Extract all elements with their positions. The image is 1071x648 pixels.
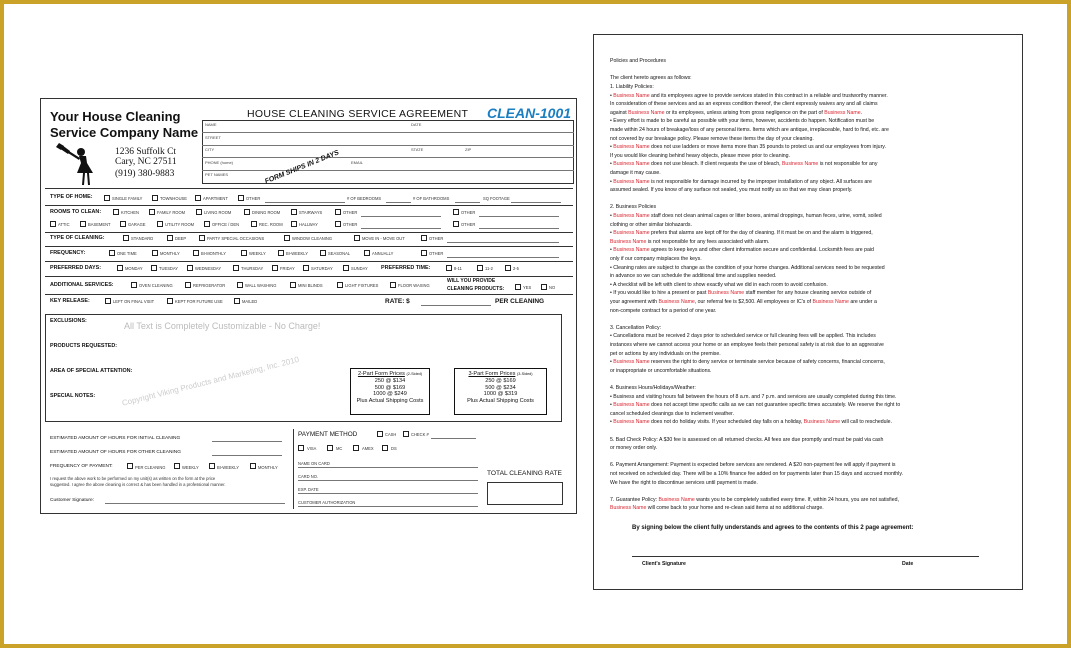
- company-name-line1: Your House Cleaning: [50, 109, 181, 124]
- key-release-label: KEY RELEASE:: [50, 298, 90, 304]
- price3-line-250: 250 @ $169: [485, 377, 516, 384]
- opt-standard: STANDARD: [131, 236, 154, 241]
- total-rate-box[interactable]: [487, 482, 563, 505]
- business-name-placeholder: Business Name: [613, 247, 650, 254]
- policies-page: [593, 34, 1023, 590]
- opt-time-2-5: 2-5: [513, 266, 519, 271]
- exclusions-label: EXCLUSIONS:: [50, 318, 87, 324]
- policy-line: • Cancellations must be received 2 days prior to scheduled service or full cleaning fees will be applied. This includes: [610, 333, 876, 340]
- opt-single-family: SINGLE FAMILY: [112, 196, 143, 201]
- price3-title: 3-Part Form Prices: [468, 371, 516, 377]
- policy-line: • Business Name prefers that alarms are kept off for the day of cleaning. If it must be on and the alarm is triggered,: [610, 230, 873, 237]
- opt-other-cleaning: OTHER: [429, 236, 444, 241]
- payment-frequency-label: FREQUENCY OF PAYMENT:: [50, 464, 113, 469]
- policy-line: not covered by our breakage policy. Please remove these items the day of your cleaning.: [610, 135, 814, 142]
- opt-kitchen: KITCHEN: [121, 210, 139, 215]
- policy-line: • Business Name agrees to keep keys and other client information secure and confidential. Locksmith fees are paid: [610, 247, 874, 254]
- business-name-placeholder: Business Name: [628, 109, 665, 116]
- payment-method-label: PAYMENT METHOD: [298, 431, 358, 438]
- customer-signature-label: Customer Signature:: [50, 498, 94, 503]
- policy-line: your agreement with Business Name, our referral fee is $2,500. All employees or IC's of Business Name are under a: [610, 299, 877, 305]
- business-name-placeholder: Business Name: [824, 109, 861, 116]
- copyright-watermark: Copyright Viking Products and Marketing, Inc. 2010: [121, 354, 300, 408]
- opt-oven: OVEN CLEANING: [139, 283, 173, 288]
- policy-heading: 7. Guarantee Policy: Business Name wants you to be completely satisfied every time. If, within 24 hours, you are not satisfied,: [610, 496, 899, 503]
- policy-line: against Business Name or its employees, unless arising from gross negligence on the part of Business Name.: [610, 109, 863, 116]
- business-name-placeholder: Business Name: [613, 92, 650, 99]
- policy-line: • Business Name staff does not clean animal cages or litter boxes, animal droppings, human feces, urine, vomit, soiled: [610, 213, 882, 219]
- policy-line: • Business Name does not accept time specific calls as we can not guarantee specific times accurately. We reserve the right to: [610, 402, 901, 409]
- opt-amex: AMEX: [362, 446, 374, 451]
- opt-other-room-3: OTHER: [343, 222, 358, 227]
- frequency-label: FREQUENCY:: [50, 250, 86, 256]
- policy-line: not received on scheduled day. There will be a 10% finance fee added on for payments later than 15 days and accrued monthly.: [610, 471, 903, 477]
- policy-heading: 2. Business Policies: [610, 204, 657, 211]
- exp-date-label: EXP. DATE: [298, 487, 319, 492]
- policy-line: We have the right to discontinue services until payment is made.: [610, 479, 758, 486]
- opt-tuesday: TUESDAY: [159, 266, 179, 271]
- policy-line: • Business Name reserves the right to deny service or terminate service because of safety concerns, financial concerns,: [610, 359, 885, 366]
- business-name-placeholder: Business Name: [613, 359, 650, 366]
- opt-seasonal: SEASONAL: [328, 251, 351, 256]
- policy-line: Business Name will come back to your home and re-clean said items at no additional charge.: [610, 505, 824, 512]
- rooms-label: ROOMS TO CLEAN:: [50, 209, 102, 215]
- business-name-placeholder: Business Name: [812, 299, 849, 305]
- policies-intro: The client hereto agrees as follows:: [610, 75, 692, 81]
- state-field-label: STATE: [411, 147, 424, 152]
- sqft-label: SQ FOOTAGE: [483, 196, 510, 201]
- policy-heading: 3. Cancellation Policy:: [610, 324, 662, 331]
- card-name-label: NAME ON CARD: [298, 461, 330, 466]
- policy-heading: 6. Payment Arrangement: Payment is expected before services are rendered. A $20 non-payment fee will apply if payment is: [610, 462, 896, 469]
- opt-wednesday: WEDNESDAY: [195, 266, 222, 271]
- policy-line: non-compete contract for a period of one year.: [610, 307, 717, 314]
- type-of-home-label: TYPE OF HOME:: [50, 194, 93, 200]
- price-box-2-part: [350, 368, 430, 415]
- price2-line-500: 500 @ $169: [374, 384, 406, 391]
- opt-rec-room: REC. ROOM: [259, 222, 283, 227]
- opt-utility-room: UTILITY ROOM: [165, 222, 195, 227]
- policy-line: or inappropriate or uncomfortable situations.: [610, 367, 712, 374]
- opt-no: NO: [549, 285, 556, 290]
- policy-line: assumed sealed. If you know of any surface not sealed, you must notify us so that we may clean properly.: [610, 187, 853, 194]
- days-label: PREFERRED DAYS:: [50, 265, 102, 271]
- phone-field-label: PHONE (home): [205, 160, 234, 165]
- opt-saturday: SATURDAY: [311, 266, 333, 271]
- opt-apartment: APARTMENT: [203, 196, 228, 201]
- policy-heading: 1. Liability Policies:: [610, 84, 654, 90]
- business-name-placeholder: Business Name: [613, 161, 650, 168]
- per-cleaning-label: PER CLEANING: [495, 298, 545, 305]
- policy-line: only if our company misplaces the keys.: [610, 256, 702, 262]
- customer-info-box: [202, 120, 574, 184]
- policy-line: cancel scheduled cleanings due to inclement weather.: [610, 410, 735, 417]
- products-requested-label: PRODUCTS REQUESTED:: [50, 343, 118, 349]
- opt-hallway: HALLWAY: [299, 222, 318, 227]
- opt-other-home: OTHER: [246, 196, 261, 201]
- opt-move-in-out: MOVE IN - MOVE OUT: [362, 236, 405, 241]
- opt-basement: BASEMENT: [88, 222, 111, 227]
- business-name-placeholder: Business Name: [707, 290, 745, 297]
- price-box-3-part: [454, 368, 547, 415]
- customer-authorization-label: CUSTOMER AUTHORIZATION: [298, 500, 356, 505]
- business-name-placeholder: Business Name: [613, 213, 650, 219]
- price2-shipping: Plus Actual Shipping Costs: [356, 398, 424, 405]
- bathrooms-label: # OF BATHROOMS: [413, 196, 450, 201]
- opt-living-room: LIVING ROOM: [204, 210, 232, 215]
- opt-bi-weekly: BI-WEEKLY: [286, 251, 308, 256]
- opt-annually: ANNUALLY: [372, 251, 394, 256]
- pet-names-field-label: PET NAMES: [205, 172, 229, 177]
- policy-line: damage it may cause.: [610, 170, 661, 176]
- provide-products-q1: WILL YOU PROVIDE: [447, 278, 496, 284]
- price3-line-1000: 1000 @ $319: [483, 391, 518, 398]
- policy-line: • Every effort is made to be careful as possible with your items, however, accidents do happen. Notification must be: [610, 118, 875, 125]
- opt-time-11-2: 11-2: [485, 266, 493, 271]
- opt-other-room-2: OTHER: [461, 210, 476, 215]
- opt-party: PARTY SPECIAL OCCASIONS: [207, 236, 265, 241]
- opt-monday: MONDAY: [125, 266, 143, 271]
- request-text-2: suggested. I agree the above cleaning is correct & has been handled in a professional manner.: [50, 482, 226, 487]
- special-notes-label: SPECIAL NOTES:: [50, 393, 96, 399]
- time-label: PREFERRED TIME:: [381, 265, 431, 271]
- opt-mini-blinds: MINI BLINDS: [298, 283, 323, 288]
- policy-line: • If you would like to hire a present or past Business Name staff member for any house cleaning service outside of: [610, 290, 872, 297]
- street-field-label: STREET: [205, 135, 221, 140]
- opt-dining-room: DINING ROOM: [252, 210, 281, 215]
- company-name-line2: Service Company Name: [50, 125, 199, 140]
- opt-yes: YES: [523, 285, 532, 290]
- policy-line: instances where we cannot access your home or an employee feels their personal safety is at risk due to an aggressive: [610, 342, 884, 348]
- price2-line-1000: 1000 @ $249: [373, 391, 407, 398]
- policy-line: or money order only.: [610, 445, 658, 452]
- business-name-placeholder: Business Name: [658, 496, 695, 503]
- special-attention-label: AREA OF SPECIAL ATTENTION:: [50, 368, 133, 374]
- provide-products-q2: CLEANING PRODUCTS:: [447, 286, 505, 292]
- opt-thursday: THURSDAY: [241, 266, 264, 271]
- business-name-placeholder: Business Name: [781, 161, 819, 168]
- business-name-placeholder: Business Name: [658, 299, 695, 305]
- opt-garage: GARAGE: [128, 222, 146, 227]
- opt-light-fixtures: LIGHT FIXTURES: [345, 283, 379, 288]
- form-title: HOUSE CLEANING SERVICE AGREEMENT: [247, 108, 469, 120]
- policy-line: in advance so we can schedule the additional time and supplies needed.: [610, 273, 777, 280]
- request-text-1: I request the above work to be performed on my unit(s) as written on the form at the price: [50, 476, 216, 481]
- policy-line: • A checklist will be left with client to show exactly what we did in each room to avoid confusion.: [610, 281, 828, 288]
- opt-deep: DEEP: [175, 236, 187, 241]
- business-name-placeholder: Business Name: [613, 402, 650, 409]
- opt-ds: DS: [391, 446, 397, 451]
- rate-label: RATE: $: [385, 298, 410, 305]
- opt-pay-weekly: WEEKLY: [182, 465, 199, 470]
- opt-townhouse: TOWNHOUSE: [160, 196, 187, 201]
- policies-title: Policies and Procedures: [610, 58, 666, 64]
- opt-attic: ATTIC: [58, 222, 70, 227]
- policy-line: • Business Name does not use bleach. If client requests the use of bleach, Business Name is not responsible for any: [610, 161, 878, 168]
- city-field-label: CITY: [205, 147, 215, 152]
- policy-line: pet or actions by any individuals on the premise.: [610, 350, 721, 357]
- opt-stairways: STAIRWAYS: [299, 210, 323, 215]
- price2-sided: (2-Sided): [406, 372, 423, 376]
- opt-family-room: FAMILY ROOM: [157, 210, 186, 215]
- opt-bi-monthly: BI-MONTHLY: [201, 251, 226, 256]
- cleaning-lady-logo-icon: [53, 143, 103, 187]
- client-signature-label: Client's Signature: [642, 561, 686, 567]
- opt-sunday: SUNDAY: [351, 266, 368, 271]
- opt-pay-monthly: MONTHLY: [258, 465, 278, 470]
- opt-floor-waxing: FLOOR WAXING: [398, 283, 430, 288]
- policy-line: In consideration of these services and as an express condition thereof, the client expressly waives any and all claims: [610, 101, 878, 108]
- opt-check: CHECK #: [411, 432, 429, 437]
- policy-line: Business Name is not responsible for any fees associated with alarm.: [610, 238, 770, 245]
- policy-line: made within 24 hours of breakage/loss of any personal items. Items which are antique, irreplaceable, hard to find, etc. are: [610, 127, 889, 133]
- business-name-placeholder: Business Name: [613, 230, 650, 237]
- address-street: 1236 Suffolk Ct: [115, 147, 177, 157]
- business-name-placeholder: Business Name: [613, 178, 650, 185]
- opt-one-time: ONE TIME: [117, 251, 137, 256]
- agreement-closing: By signing below the client fully understands and agrees to the contents of this 2 page agreement:: [632, 525, 914, 531]
- policy-line: • Business Name does not do holiday visits. If your scheduled day falls on a holiday, Business Name will call to reschedule.: [610, 419, 893, 426]
- opt-office-den: OFFICE / DEN: [212, 222, 240, 227]
- policy-line: clothing or other similar biohazards.: [610, 221, 692, 228]
- price3-sided: (3-Sided): [516, 372, 533, 376]
- service-agreement-form: [40, 98, 577, 514]
- opt-window: WINDOW CLEANING: [292, 236, 333, 241]
- opt-friday: FRIDAY: [280, 266, 295, 271]
- company-phone: (919) 380-9883: [115, 169, 175, 179]
- cleaning-type-label: TYPE OF CLEANING:: [50, 235, 105, 241]
- opt-monthly: MONTHLY: [160, 251, 180, 256]
- price2-title: 2-Part Form Prices: [357, 371, 405, 377]
- opt-other-frequency: OTHER: [429, 251, 444, 256]
- policy-line: • Business Name does not use ladders or move items more than 35 pounds to protect us and our employees from injury.: [610, 144, 886, 151]
- business-name-placeholder: Business Name: [613, 144, 650, 151]
- price3-shipping: Plus Actual Shipping Costs: [467, 398, 534, 405]
- opt-visa: VISA: [307, 446, 317, 451]
- opt-other-room-1: OTHER: [343, 210, 358, 215]
- business-name-placeholder: Business Name: [610, 238, 647, 245]
- business-name-placeholder: Business Name: [613, 419, 650, 426]
- price2-line-250: 250 @ $134: [374, 377, 406, 384]
- email-field-label: EMAIL: [351, 160, 364, 165]
- est-initial-label: ESTIMATED AMOUNT OF HOURS FOR INITIAL CLEANING: [50, 436, 181, 441]
- opt-refrigerator: REFRIGERATOR: [193, 283, 226, 288]
- policy-heading: 5. Bad Check Policy: A $30 fee is assessed on all returned checks. All fees are due promptly and must be paid via cash: [610, 436, 884, 443]
- ships-stamp: FORM SHIPS IN 2 DAYS: [264, 149, 341, 186]
- name-field-label: NAME: [205, 122, 217, 127]
- address-city: Cary, NC 27511: [115, 157, 177, 167]
- opt-other-room-4: OTHER: [461, 222, 476, 227]
- date-label: Date: [902, 561, 914, 567]
- opt-weekly: WEEKLY: [249, 251, 266, 256]
- card-number-label: CARD NO.: [298, 474, 319, 479]
- customizable-watermark: All Text is Completely Customizable - No Charge!: [124, 321, 321, 331]
- zip-field-label: ZIP: [465, 147, 472, 152]
- opt-wall-washing: WALL WASHING: [245, 283, 277, 288]
- opt-kept-future: KEPT FOR FUTURE USE: [175, 299, 223, 304]
- opt-time-8-11: 8-11: [454, 266, 462, 271]
- policy-line: • Business Name is not responsible for damage incurred by the improper installation of any object. All surfaces are: [610, 178, 872, 185]
- date-field-label: DATE: [411, 122, 422, 127]
- business-name-placeholder: Business Name: [610, 505, 647, 512]
- policy-line: • Business Name and its employees agree to provide services stated in this contract in a reliable and trustworthy manner.: [610, 92, 888, 99]
- policy-line: If you would like cleaning behind heavy objects, please move prior to cleaning.: [610, 152, 790, 159]
- opt-pay-bi-weekly: BI-WEEKLY: [217, 465, 239, 470]
- est-other-label: ESTIMATED AMOUNT OF HOURS FOR OTHER CLEANING: [50, 450, 181, 455]
- opt-pay-per-cleaning: PER CLEANING: [135, 465, 166, 470]
- opt-cash: CASH: [385, 432, 397, 437]
- form-code: CLEAN-1001: [487, 105, 572, 121]
- policy-heading: 4. Business Hours/Holidays/Weather:: [610, 385, 696, 391]
- business-name-placeholder: Business Name: [803, 419, 841, 426]
- price3-line-500: 500 @ $234: [485, 384, 516, 391]
- opt-left-final: LEFT ON FINAL VISIT: [113, 299, 155, 304]
- total-rate-label: TOTAL CLEANING RATE: [487, 470, 562, 477]
- policy-line: • Business and visiting hours fall between the hours of 8 a.m. and 7 p.m. and services are usually completed during this time.: [610, 393, 897, 400]
- bedrooms-label: # OF BEDROOMS: [347, 196, 382, 201]
- opt-mailed: MAILED: [242, 299, 258, 304]
- additional-services-label: ADDITIONAL SERVICES:: [50, 282, 114, 288]
- opt-mc: MC: [336, 446, 343, 451]
- policy-line: • Cleaning rates are subject to change as the condition of your home changes. Additional services need to be requested: [610, 264, 885, 271]
